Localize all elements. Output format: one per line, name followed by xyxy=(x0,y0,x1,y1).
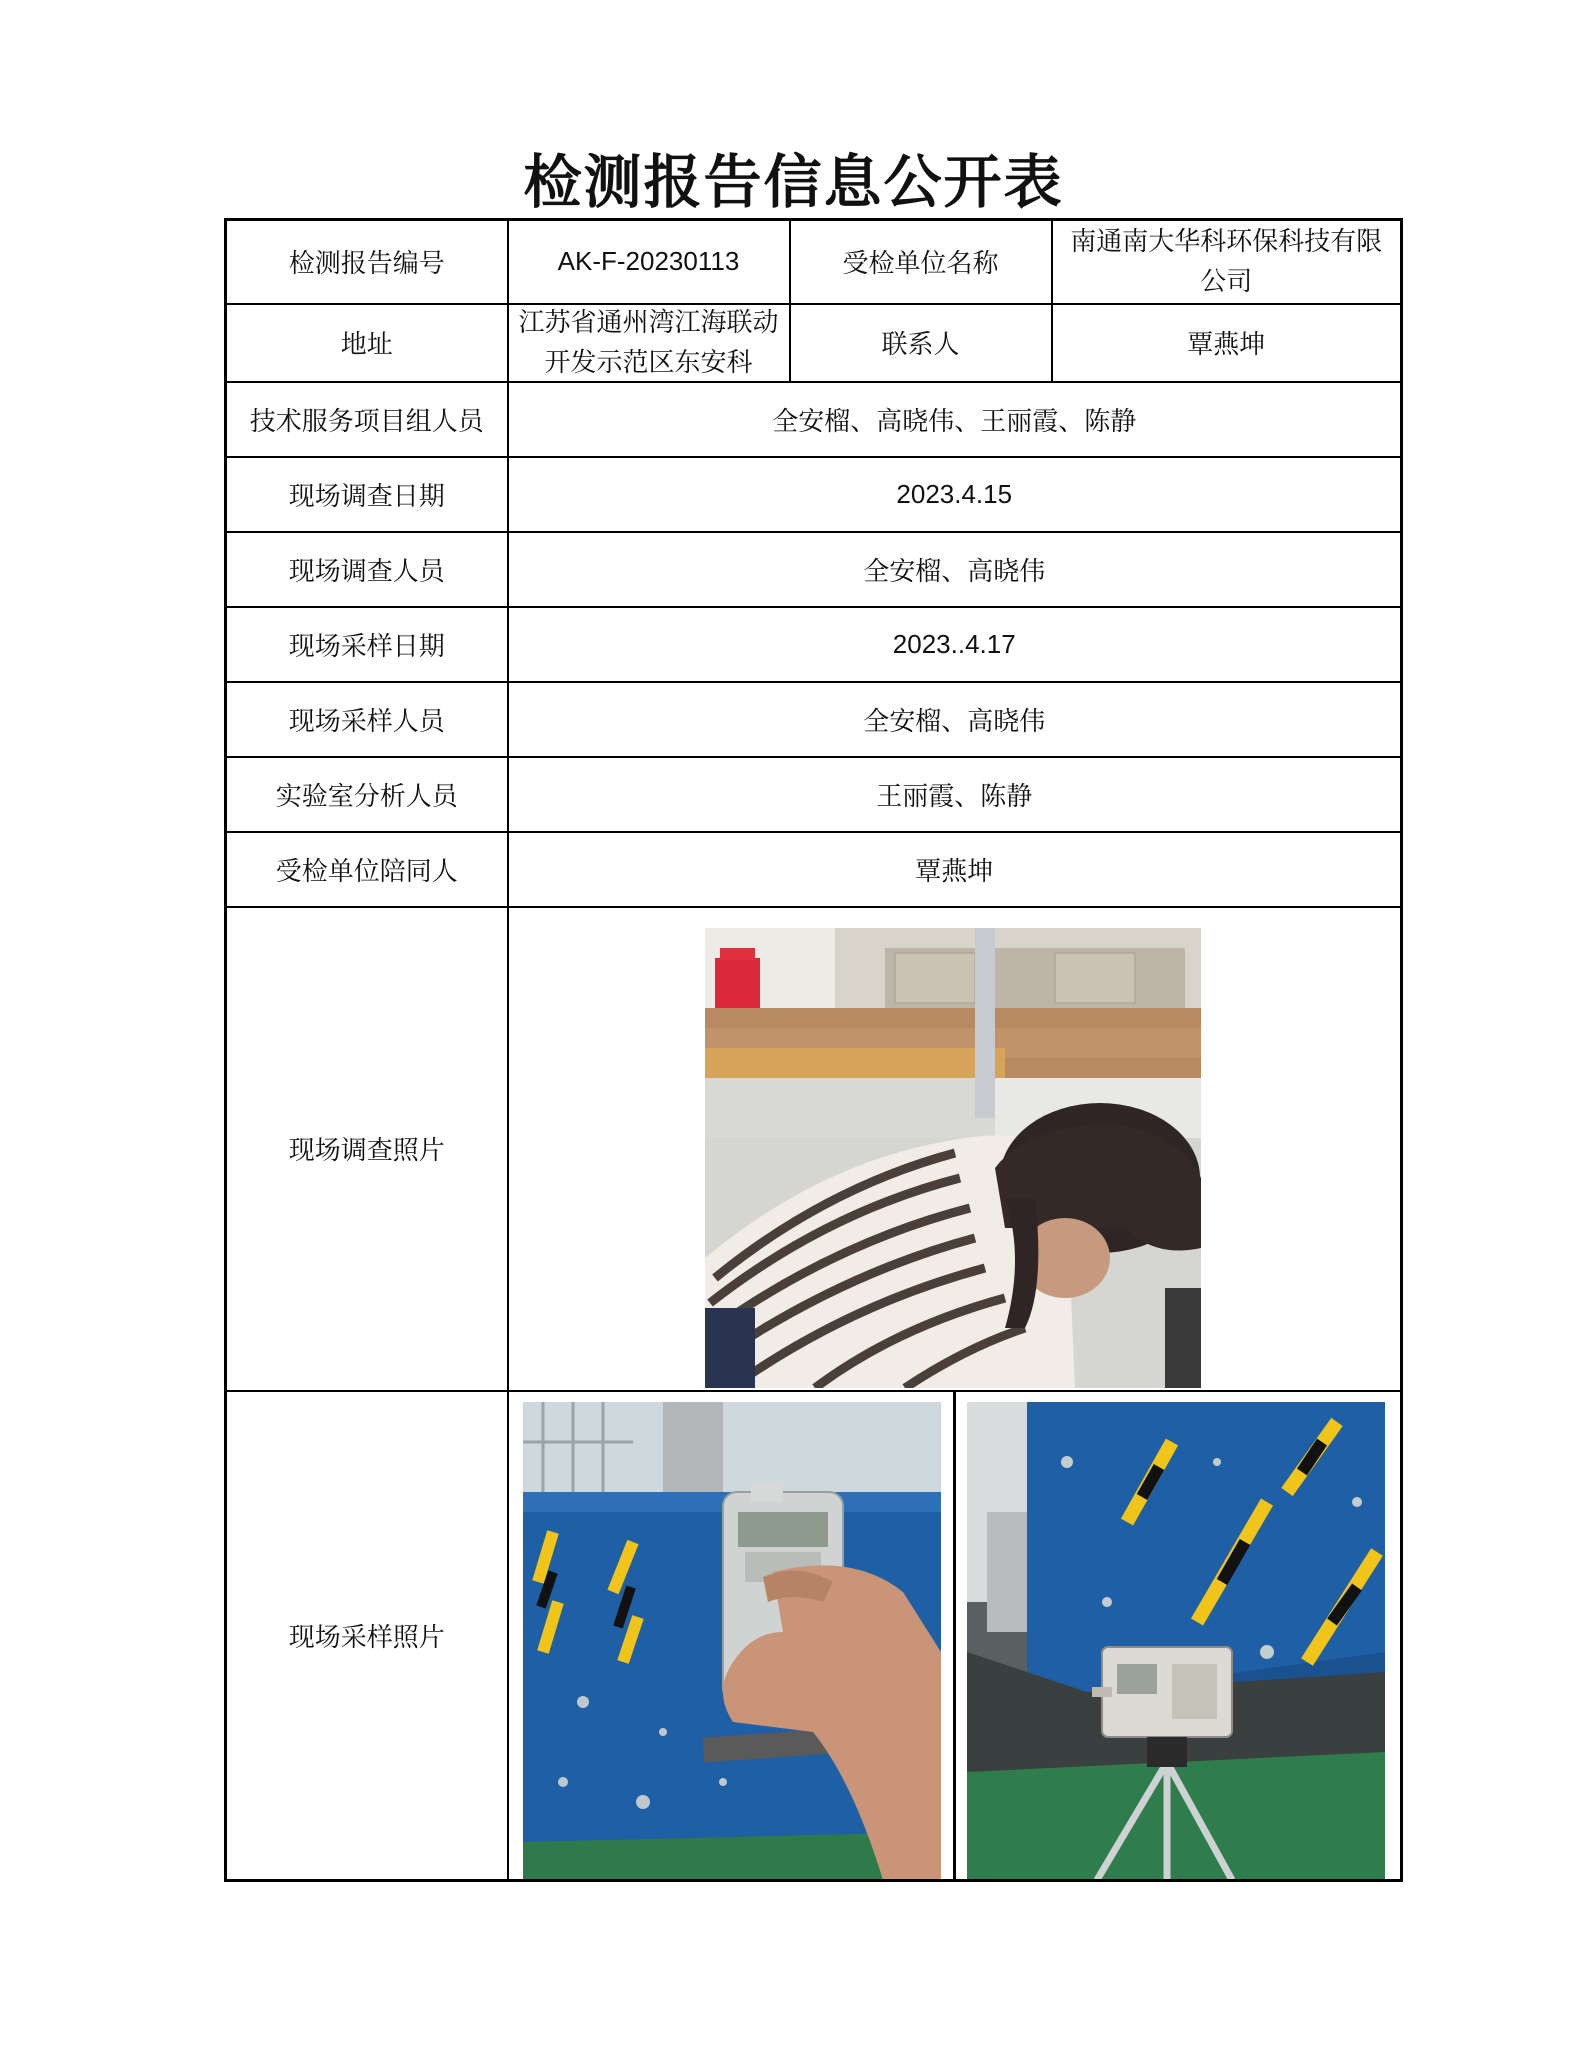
survey-photo xyxy=(705,928,1201,1388)
row-label: 现场调查日期 xyxy=(226,457,508,532)
row-label: 技术服务项目组人员 xyxy=(226,382,508,457)
unit-name-label: 受检单位名称 xyxy=(790,220,1052,304)
address-label: 地址 xyxy=(226,304,508,382)
table-row-survey-photo xyxy=(226,907,1402,1391)
row-label: 现场采样人员 xyxy=(226,682,508,757)
table-row xyxy=(226,832,1402,907)
row-value: 2023..4.17 xyxy=(508,607,1402,682)
row-label: 现场调查人员 xyxy=(226,532,508,607)
table-row xyxy=(226,682,1402,757)
survey-photo-label: 现场调查照片 xyxy=(226,907,508,1391)
report-table xyxy=(224,218,1403,1882)
contact-label: 联系人 xyxy=(790,304,1052,382)
table-row-sampling-photo xyxy=(226,1391,1402,1881)
table-row-report-no xyxy=(226,220,1402,304)
row-value: 覃燕坤 xyxy=(508,832,1402,907)
row-label: 现场采样日期 xyxy=(226,607,508,682)
table-row xyxy=(226,532,1402,607)
contact-value: 覃燕坤 xyxy=(1052,304,1402,382)
sampling-photo-label: 现场采样照片 xyxy=(226,1391,508,1881)
photo-divider xyxy=(953,1392,956,1880)
row-value: 全安榴、高晓伟 xyxy=(508,532,1402,607)
page-title: 检测报告信息公开表 xyxy=(523,148,1064,216)
row-value: 全安榴、高晓伟 xyxy=(508,682,1402,757)
row-value: 王丽霞、陈静 xyxy=(508,757,1402,832)
row-label: 受检单位陪同人 xyxy=(226,832,508,907)
row-value: 全安榴、高晓伟、王丽霞、陈静 xyxy=(508,382,1402,457)
table-row xyxy=(226,382,1402,457)
table-row xyxy=(226,757,1402,832)
sampling-photo-sound-meter xyxy=(523,1402,941,1880)
row-value: 2023.4.15 xyxy=(508,457,1402,532)
row-label: 实验室分析人员 xyxy=(226,757,508,832)
report-no-value: AK-F-20230113 xyxy=(508,220,790,304)
table-row-address xyxy=(226,304,1402,382)
sampling-photo-air-sampler xyxy=(967,1402,1385,1880)
report-no-label: 检测报告编号 xyxy=(226,220,508,304)
address-value: 江苏省通州湾江海联动开发示范区东安科 xyxy=(518,307,779,378)
table-row xyxy=(226,457,1402,532)
unit-name-value: 南通南大华科环保科技有限公司 xyxy=(1052,220,1402,304)
table-row xyxy=(226,607,1402,682)
